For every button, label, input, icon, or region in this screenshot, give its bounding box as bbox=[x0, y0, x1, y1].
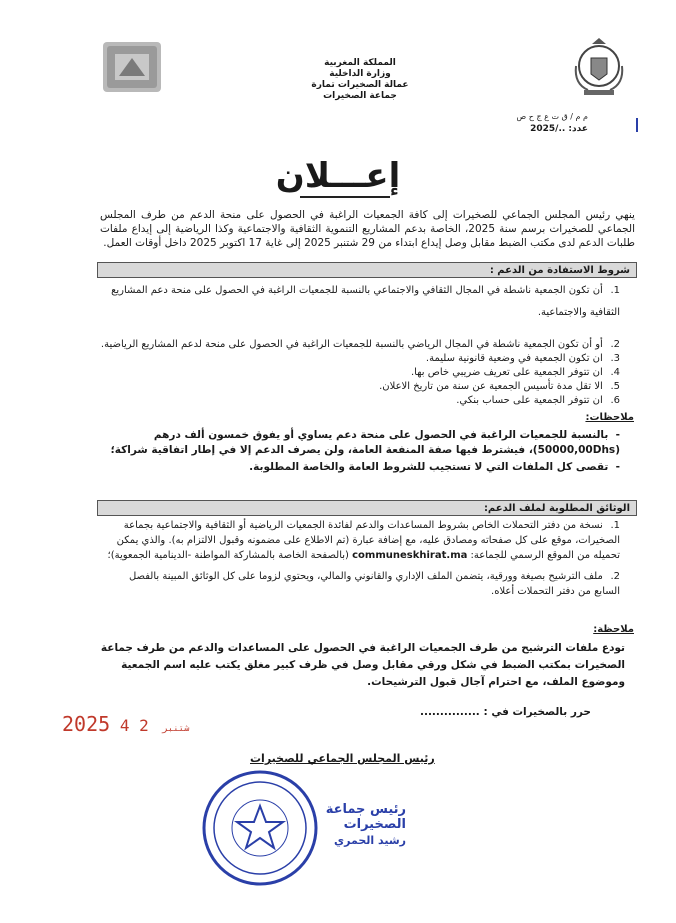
condition-number: 3. bbox=[610, 353, 620, 364]
condition-item bbox=[100, 338, 620, 352]
header-prefecture: عمالة الصخيرات تمارة bbox=[311, 80, 409, 90]
signature-block bbox=[296, 802, 406, 847]
place-label: حرر بالصخيرات في : bbox=[483, 706, 591, 718]
condition-text: أو أن تكون الجمعية ناشطة في المجال الرياضي بالنسبة للجمعيات الراغبة في الحصول على منحة لدعم المشاريع الرياضية. bbox=[100, 339, 603, 350]
place-date-line bbox=[420, 706, 591, 718]
note-item bbox=[100, 460, 620, 475]
page-title: إعـــلان bbox=[275, 156, 401, 196]
stamp-month: شتنبر bbox=[162, 724, 190, 734]
condition-number: 2. bbox=[610, 339, 620, 350]
condition-text: ان تتوفر الجمعية على تعريف ضريبي خاص بها. bbox=[410, 367, 603, 378]
reference-code: م م / ق ت ع ج ح ص bbox=[516, 112, 588, 121]
reference-number: عدد: ../2025 bbox=[530, 124, 588, 134]
note-item bbox=[100, 428, 620, 458]
note-bullet: - bbox=[611, 429, 620, 441]
condition-number: 4. bbox=[610, 367, 620, 378]
website-page: (بالصفحة الخاصة بالمشاركة المواطنة -الدينامية الجمعوية)؛ bbox=[107, 550, 349, 561]
condition-number: 6. bbox=[610, 395, 620, 406]
signature-line-title: رئيس جماعة الصخيرات bbox=[325, 802, 406, 832]
document-text: ملف الترشيح بصيغة وورقية، يتضمن الملف الإداري والقانوني والمالي، ويحتوي لزوما على كل الوثائق المبينة بالفصل السابع من دفتر التحملات أعلاه. bbox=[128, 571, 620, 597]
header-block bbox=[300, 58, 420, 102]
condition-number: 5. bbox=[610, 381, 620, 392]
condition-number: 1. bbox=[610, 285, 620, 296]
document-item bbox=[100, 518, 620, 563]
documents-list bbox=[100, 518, 620, 599]
date-stamp bbox=[62, 712, 189, 736]
document-number: 2. bbox=[610, 571, 620, 582]
condition-item bbox=[100, 366, 620, 380]
note-text: تقصى كل الملفات التي لا تستجيب للشروط العامة والخاصة المطلوبة. bbox=[249, 461, 609, 473]
note-label: ملاحظة: bbox=[593, 624, 634, 635]
note-bullet: - bbox=[611, 461, 620, 473]
notes-label: ملاحظات: bbox=[585, 412, 634, 423]
condition-text: ان تكون الجمعية في وضعية قانونية سليمة. bbox=[425, 353, 603, 364]
condition-item bbox=[100, 352, 620, 366]
margin-mark bbox=[636, 118, 644, 132]
download-text: والذي يمكن تحميله من الموقع الرسمي للجماعة: bbox=[116, 535, 620, 561]
commune-logo-icon bbox=[103, 42, 161, 92]
condition-text: ان تتوفر الجمعية على حساب بنكي. bbox=[456, 395, 603, 406]
coat-of-arms bbox=[570, 36, 628, 100]
website-link[interactable]: communeskhirat.ma bbox=[352, 550, 468, 561]
title-underline bbox=[300, 196, 390, 198]
condition-item bbox=[100, 394, 620, 408]
date-dots: ............... bbox=[419, 706, 480, 718]
document-number: 1. bbox=[610, 520, 620, 531]
stamp-day: 2 4 bbox=[119, 716, 149, 735]
condition-item bbox=[100, 280, 620, 324]
header-ministry: وزارة الداخلية bbox=[329, 69, 391, 79]
intro-paragraph: ينهي رئيس المجلس الجماعي للصخيرات إلى كافة الجمعيات الراغبة في الحصول على منحة الدعم من طرف المجلس الجماعي للصخيرات برسم سنة 2025، الخاصة بدعم المشاريع التنموية الثقافية والاجتماعية وكذا الرياضية إلى إيداع ملفات طلبات الدعم لدى مكتب الضبط مقابل وصل إيداع ابتداء من 29 شتنبر 2025 إلى غاية 17 اكتوبر 2025 داخل أوقات العمل. bbox=[100, 209, 636, 249]
signatory-title: رئيس المجلس الجماعي للصخيرات bbox=[250, 752, 435, 765]
condition-text: أن تكون الجمعية ناشطة في المجال الثقافي والاجتماعي بالنسبة للجمعيات الراغبة في الحصول على منحة دعم المشاريع الثقافية والاجتماعية. bbox=[111, 285, 620, 318]
condition-text: الا تقل مدة تأسيس الجمعية عن سنة من تاريخ الاعلان. bbox=[379, 381, 603, 392]
document-text: نسخة من دفتر التحملات الخاص بشروط المساعدات والدعم لفائدة الجمعيات الرياضية أو الثقافية والاجتماعية بجماعة الصخيرات، موقع على كل صفحاته ومصادق عليه، مع إضافة عبارة (تم الاطلاع على مضمونه وقبول الالتزام به). bbox=[123, 520, 620, 546]
coat-of-arms-icon bbox=[570, 36, 628, 100]
closing-note: تودع ملفات الترشيح من طرف الجمعيات الراغبة في الحصول على المساعدات والدعم من طرف جماعة الصخيرات بمكتب الضبط في شكل ورقي مقابل وصل في ظرف كبير مغلق يكتب عليه اسم الجمعية وموضوع الملف، مع احترام آجال قبول الترشيحات. bbox=[100, 642, 625, 688]
condition-item bbox=[100, 380, 620, 394]
stamp-year: 2025 bbox=[62, 712, 111, 736]
documents-section-header: الوثائق المطلوبة لملف الدعم: bbox=[97, 500, 637, 516]
conditions-section-header: شروط الاستفادة من الدعم : bbox=[97, 262, 637, 278]
header-commune: جماعة الصخيرات bbox=[323, 91, 397, 101]
conditions-list bbox=[100, 280, 620, 408]
commune-logo bbox=[103, 42, 161, 92]
notes-list bbox=[100, 428, 620, 475]
note-text: بالنسبة للجمعيات الراغبة في الحصول على منحة دعم يساوي أو يفوق خمسون ألف درهم (50000,00Dhs)، فيشترط فيها صفة المنفعة العامة، ولن يصرف الدعم إلا في إطار اتفاقية شراكة؛ bbox=[110, 429, 620, 456]
header-kingdom: المملكة المغربية bbox=[324, 58, 396, 68]
signature-line-name: رشيد الحمري bbox=[334, 834, 406, 847]
document-item bbox=[100, 569, 620, 599]
